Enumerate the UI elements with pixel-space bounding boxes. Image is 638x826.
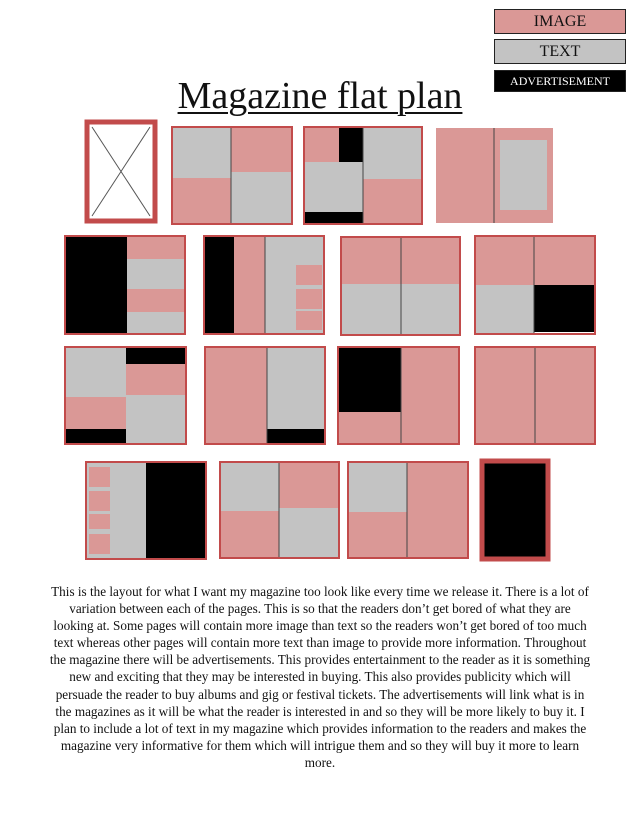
- spread-7: [475, 236, 595, 334]
- spread-14: [348, 462, 468, 558]
- spread-8: [65, 347, 186, 444]
- spread-11: [475, 347, 595, 444]
- spread-4: [65, 236, 185, 334]
- spread-10: [338, 347, 459, 444]
- spread-9: [205, 347, 325, 444]
- spread-1: [172, 127, 292, 224]
- legend-image-key: IMAGE: [494, 9, 626, 34]
- legend-text-key: TEXT: [494, 39, 626, 64]
- spread-5: [204, 236, 324, 334]
- spread-12: [86, 462, 206, 559]
- spread-6: [341, 237, 460, 335]
- spread-3: [436, 128, 553, 223]
- legend-advertisement-key: ADVERTISEMENT: [494, 70, 626, 92]
- back-cover-page: [482, 461, 548, 559]
- spread-13: [220, 462, 339, 558]
- front-cover-page: [87, 122, 155, 221]
- page-title: Magazine flat plan: [177, 75, 463, 117]
- description-paragraph: This is the layout for what I want my magazine too look like every time we release it. There is a lot of variation between each of the pages. This is so that the readers don’t get bored of what they are looking at. Some pages will contain more image than text so the readers won’t get bored of too much text whereas other pages will contain more text than image to provide more information. Throughout the magazine there will be advertisements. This provides entertainment to the reader as it is something new and exciting that they may be interested in buying. This also provides publicity which will persuade the reader to buy albums and gig or festival tickets. The advertisements will link what is in the magazines as it will be what the reader is interested in and so they will be more likely to buy it. I plan to include a lot of text in my magazine which provides information to the readers and makes the magazine very informative for them which will intrigue them and so they will buy it more to learn more.: [49, 584, 591, 770]
- spread-2: [304, 127, 422, 224]
